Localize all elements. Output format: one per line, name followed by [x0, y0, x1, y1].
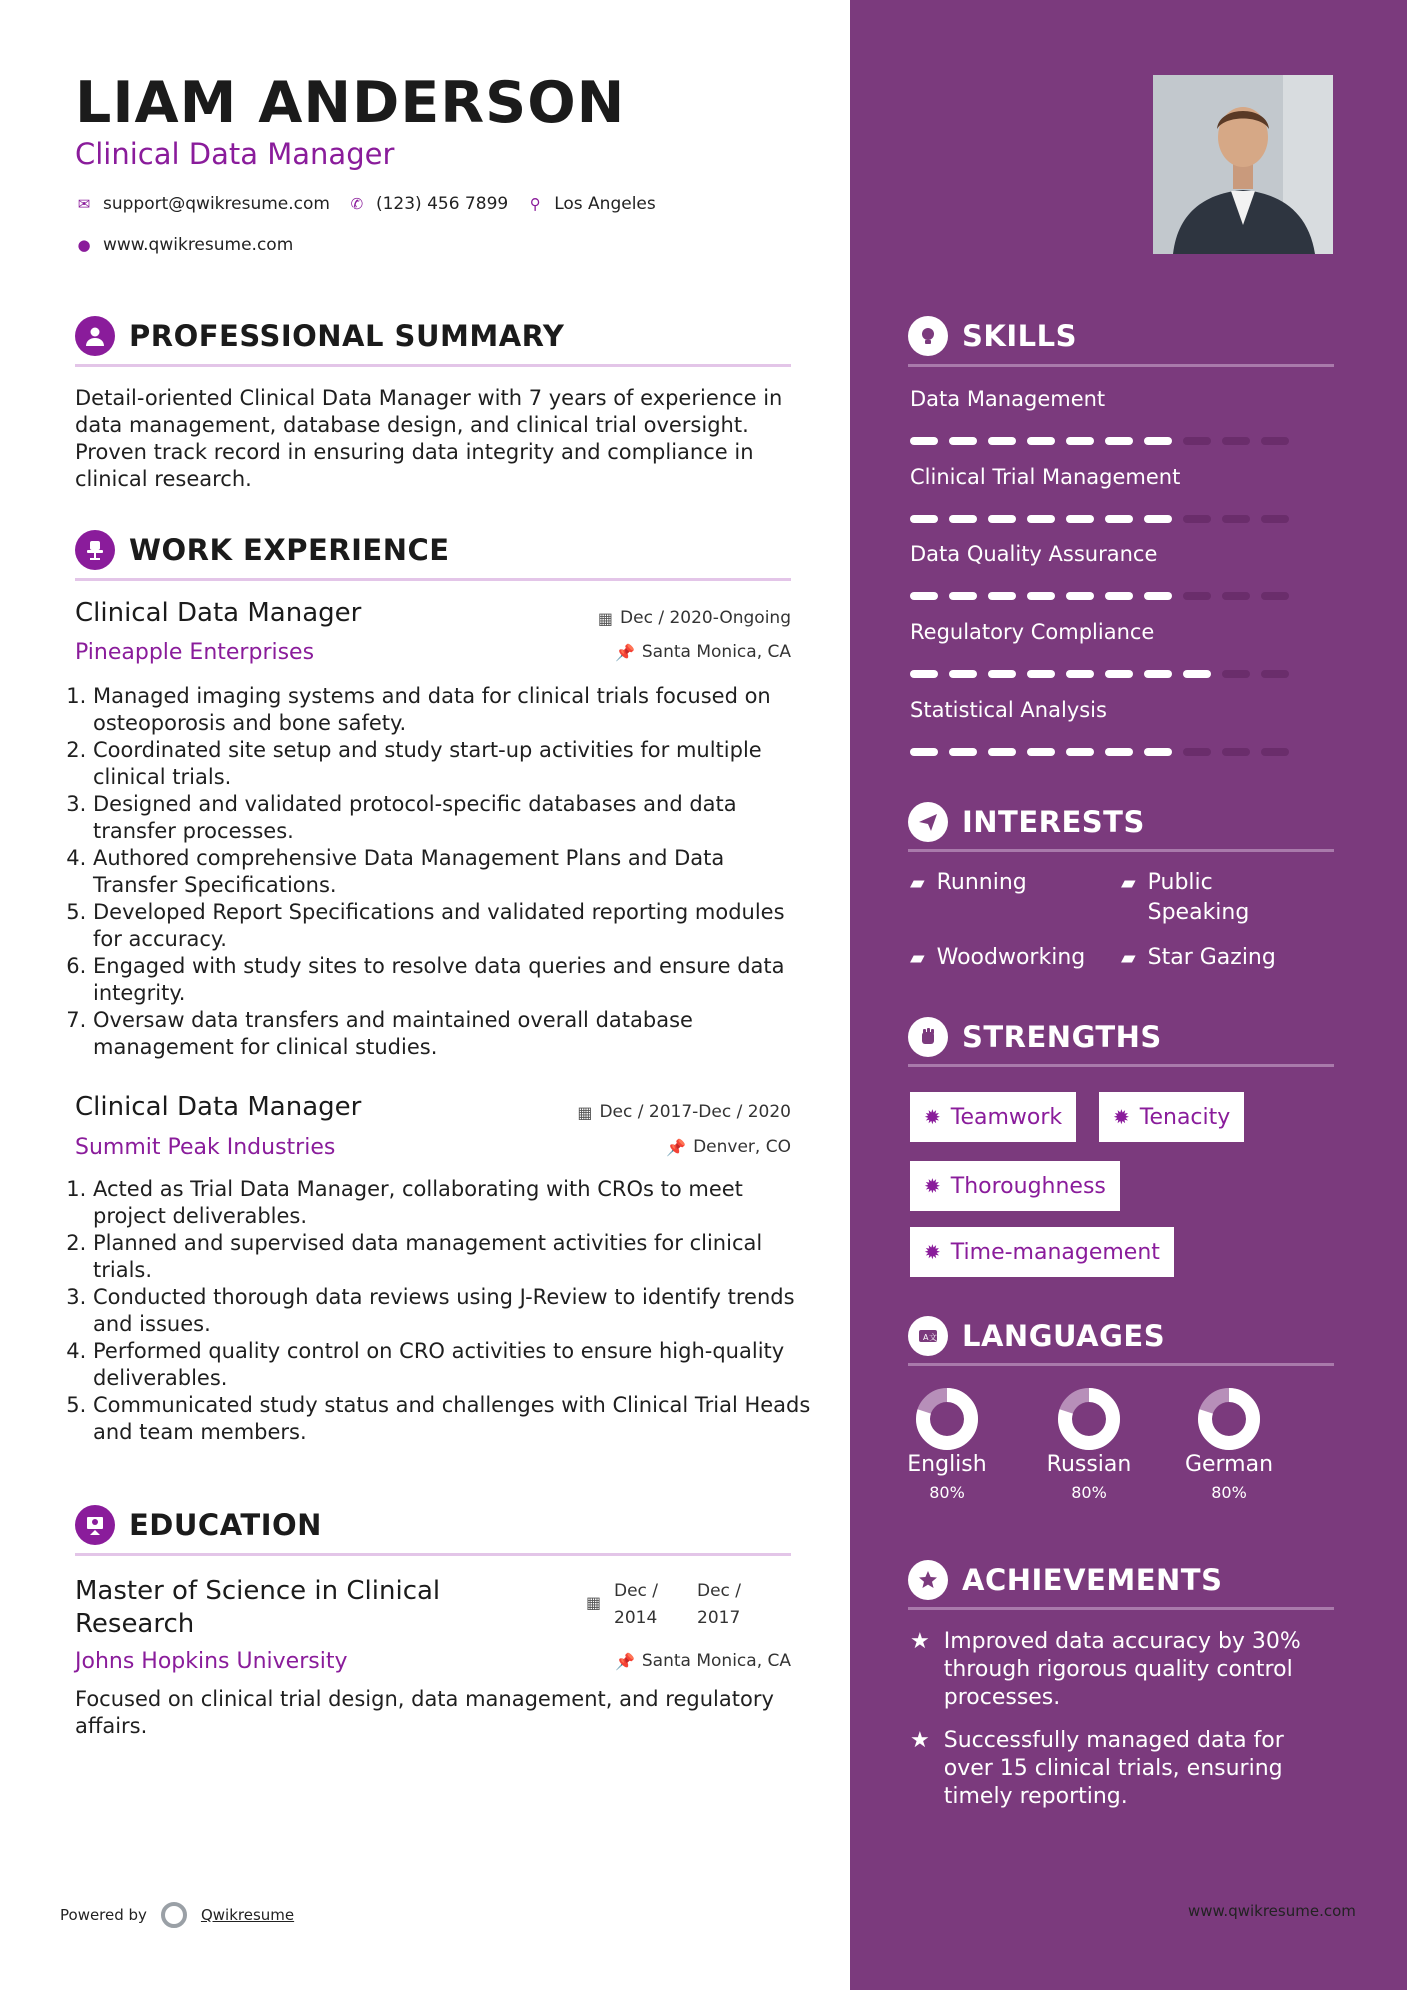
- skill-level-bar: [910, 515, 1289, 523]
- experience-heading: [75, 530, 450, 570]
- phone-icon: ✆: [350, 195, 364, 213]
- list-item: 2. Coordinated site setup and study start-up activities for multiple clinical trials.: [93, 737, 815, 791]
- interest-label: Running: [936, 870, 1027, 895]
- language-name: German: [1184, 1452, 1274, 1477]
- website-text[interactable]: www.qwikresume.com: [103, 235, 294, 255]
- skill-dash: [1222, 515, 1250, 523]
- section-title: STRENGTHS: [962, 1020, 1162, 1054]
- summary-heading: [75, 316, 564, 356]
- duties-list: [75, 683, 815, 1061]
- translate-icon: [908, 1316, 948, 1356]
- skill-label: Data Quality Assurance: [910, 542, 1158, 566]
- list-item: 3. Conducted thorough data reviews using J-Review to identify trends and issues.: [93, 1284, 815, 1338]
- skill-dash: [988, 437, 1016, 445]
- achievement-item: [910, 1727, 1330, 1811]
- skill-dash: [1144, 592, 1172, 600]
- footer-site[interactable]: www.qwikresume.com: [1188, 1902, 1356, 1920]
- skill-dash: [988, 670, 1016, 678]
- brand-link[interactable]: Qwikresume: [200, 1906, 295, 1924]
- shooting-star-icon: ★: [910, 1728, 930, 1753]
- skill-dash: [1183, 592, 1211, 600]
- skill-dash: [1105, 670, 1133, 678]
- section-title: ACHIEVEMENTS: [962, 1563, 1223, 1597]
- strength-chip: [910, 1092, 1076, 1142]
- graduation-icon: [75, 1505, 115, 1545]
- job-dates: [500, 608, 791, 628]
- skill-label: Regulatory Compliance: [910, 620, 1155, 644]
- strength-label: Time-management: [950, 1239, 1160, 1265]
- achievements-heading: [908, 1560, 1222, 1600]
- skill-dash: [1183, 515, 1211, 523]
- language-ring: [1056, 1386, 1122, 1452]
- degree-line: Research: [75, 1609, 195, 1639]
- list-item: 1. Managed imaging systems and data for clinical trials focused on osteoporosis and bone safety.: [93, 683, 815, 737]
- job-title: Clinical Data Manager: [75, 1092, 362, 1122]
- language-ring: [1196, 1386, 1262, 1452]
- list-item: 5. Developed Report Specifications and validated reporting modules for accuracy.: [93, 899, 815, 953]
- candidate-title: Clinical Data Manager: [75, 137, 395, 171]
- summary-text: Detail-oriented Clinical Data Manager with 7 years of experience in data management, database design, and clinical trial oversight. Proven track record in ensuring data integrity and compliance in clinical research.: [75, 386, 783, 491]
- email-text[interactable]: support@qwikresume.com: [103, 194, 330, 214]
- divider: [908, 364, 1334, 367]
- skill-dash: [1027, 437, 1055, 445]
- languages-heading: [908, 1316, 1165, 1356]
- skill-dash: [1144, 437, 1172, 445]
- date-part: 2014: [614, 1608, 658, 1628]
- skill-dash: [1261, 437, 1289, 445]
- skill-dash: [988, 748, 1016, 756]
- language-ring: [914, 1386, 980, 1452]
- language-name: Russian: [1046, 1452, 1132, 1477]
- skill-dash: [1144, 748, 1172, 756]
- divider: [908, 849, 1334, 852]
- skill-dash: [1027, 592, 1055, 600]
- interest-label: Public Speaking: [1147, 870, 1250, 925]
- language-item: [1029, 1386, 1149, 1502]
- list-item: 6. Engaged with study sites to resolve data queries and ensure data integrity.: [93, 953, 815, 1007]
- phone-text: (123) 456 7899: [375, 194, 509, 214]
- date-part: Dec /: [614, 1581, 659, 1601]
- job-title: Clinical Data Manager: [75, 598, 362, 628]
- badge-icon: ✹: [924, 1105, 941, 1129]
- badge-icon: ✹: [924, 1240, 941, 1264]
- book-icon: ▰: [1121, 947, 1136, 969]
- skill-dash: [1222, 748, 1250, 756]
- job-location: [500, 642, 791, 662]
- skill-dash: [1222, 437, 1250, 445]
- strength-label: Tenacity: [1139, 1104, 1231, 1130]
- strength-label: Thoroughness: [950, 1173, 1106, 1199]
- section-title: WORK EXPERIENCE: [129, 533, 450, 567]
- skill-dash: [910, 437, 938, 445]
- strength-chip: [1099, 1092, 1244, 1142]
- interest-item: [1121, 943, 1276, 973]
- shooting-star-icon: ★: [910, 1629, 930, 1654]
- divider: [75, 578, 791, 581]
- strength-chip: [910, 1161, 1120, 1211]
- list-item: 4. Performed quality control on CRO activities to ensure high-quality deliverables.: [93, 1338, 815, 1392]
- book-icon: ▰: [910, 872, 925, 894]
- skill-dash: [910, 748, 938, 756]
- skill-dash: [988, 592, 1016, 600]
- skill-dash: [949, 748, 977, 756]
- company-name: Summit Peak Industries: [75, 1135, 336, 1160]
- language-item: [1169, 1386, 1289, 1502]
- star-icon: [908, 1560, 948, 1600]
- skill-dash: [949, 592, 977, 600]
- list-item: 2. Planned and supervised data management activities for clinical trials.: [93, 1230, 815, 1284]
- profile-photo: [1153, 75, 1333, 254]
- chair-icon: [75, 530, 115, 570]
- language-percent: 80%: [1071, 1483, 1107, 1502]
- divider: [908, 1607, 1334, 1610]
- skill-dash: [1105, 748, 1133, 756]
- skill-dash: [1066, 748, 1094, 756]
- contact-row-1: [75, 194, 656, 214]
- lightbulb-icon: [908, 316, 948, 356]
- language-item: [887, 1386, 1007, 1502]
- edu-end-date: [697, 1578, 741, 1632]
- achievement-item: [910, 1628, 1330, 1712]
- education-description: Focused on clinical trial design, data management, and regulatory affairs.: [75, 1687, 774, 1738]
- duties-list: [75, 1176, 815, 1446]
- dates-text: Dec / 2020-Ongoing: [620, 608, 791, 628]
- location-text: Denver, CO: [693, 1137, 791, 1157]
- skill-dash: [1066, 437, 1094, 445]
- interests-heading: [908, 802, 1145, 842]
- skill-dash: [1183, 437, 1211, 445]
- achievement-text: Successfully managed data for over 15 clinical trials, ensuring timely reporting.: [943, 1728, 1284, 1809]
- skill-dash: [1105, 592, 1133, 600]
- book-icon: ▰: [1121, 872, 1136, 894]
- calendar-icon: ▦: [577, 1102, 593, 1122]
- powered-by-text: Powered by: [60, 1906, 147, 1924]
- section-title: SKILLS: [962, 319, 1077, 353]
- section-title: INTERESTS: [962, 805, 1145, 839]
- strength-label: Teamwork: [950, 1104, 1063, 1130]
- company-name: Pineapple Enterprises: [75, 640, 315, 665]
- skill-dash: [910, 592, 938, 600]
- user-icon: [75, 316, 115, 356]
- skill-dash: [949, 515, 977, 523]
- fist-icon: [908, 1017, 948, 1057]
- achievement-text: Improved data accuracy by 30% through rigorous quality control processes.: [943, 1629, 1301, 1710]
- map-pin-icon: ⚲: [529, 195, 541, 213]
- education-heading: [75, 1505, 322, 1545]
- edu-start-date: [614, 1578, 658, 1632]
- section-title: PROFESSIONAL SUMMARY: [129, 319, 565, 353]
- date-part: 2017: [697, 1608, 741, 1628]
- skill-dash: [1261, 748, 1289, 756]
- skill-dash: [1027, 748, 1055, 756]
- paper-plane-icon: [908, 802, 948, 842]
- interest-label: Star Gazing: [1147, 945, 1276, 970]
- strengths-heading: [908, 1017, 1162, 1057]
- calendar-icon: ▦: [597, 608, 614, 628]
- location-text: Santa Monica, CA: [641, 642, 791, 662]
- svg-text:A: A: [923, 1333, 929, 1342]
- interest-label: Woodworking: [936, 945, 1086, 970]
- skill-dash: [1261, 670, 1289, 678]
- skill-dash: [1066, 670, 1094, 678]
- skill-dash: [1222, 670, 1250, 678]
- powered-by: [60, 1902, 294, 1928]
- interest-item: [1121, 868, 1291, 928]
- candidate-name: LIAM ANDERSON: [75, 70, 626, 136]
- list-item: 3. Designed and validated protocol-specific databases and data transfer processes.: [93, 791, 815, 845]
- degree-line: Master of Science in Clinical: [75, 1576, 441, 1606]
- book-icon: ▰: [910, 947, 925, 969]
- list-item: 7. Oversaw data transfers and maintained overall database management for clinical studies.: [93, 1007, 815, 1061]
- skills-heading: [908, 316, 1077, 356]
- skill-dash: [1027, 515, 1055, 523]
- skill-level-bar: [910, 592, 1289, 600]
- skill-dash: [1027, 670, 1055, 678]
- skill-dash: [1105, 437, 1133, 445]
- location-text: Los Angeles: [554, 194, 656, 214]
- pin-icon: 📌: [666, 1137, 687, 1157]
- badge-icon: ✹: [924, 1174, 941, 1198]
- skill-dash: [1144, 515, 1172, 523]
- skill-label: Clinical Trial Management: [910, 465, 1181, 489]
- job-location: [500, 1137, 791, 1157]
- divider: [75, 364, 791, 367]
- section-title: LANGUAGES: [962, 1319, 1166, 1353]
- edu-location: [500, 1651, 791, 1671]
- qwikresume-logo-icon: [161, 1902, 187, 1928]
- skill-level-bar: [910, 437, 1289, 445]
- skill-dash: [1261, 515, 1289, 523]
- pin-icon: 📌: [614, 1651, 635, 1671]
- svg-text:文: 文: [929, 1333, 937, 1342]
- list-item: 5. Communicated study status and challenges with Clinical Trial Heads and team members.: [93, 1392, 815, 1446]
- section-title: EDUCATION: [129, 1508, 322, 1542]
- skill-dash: [1183, 670, 1211, 678]
- skill-label: Statistical Analysis: [910, 698, 1107, 722]
- skill-dash: [949, 670, 977, 678]
- skill-label: Data Management: [910, 387, 1106, 411]
- divider: [908, 1064, 1334, 1067]
- skill-dash: [1183, 748, 1211, 756]
- language-name: English: [907, 1452, 987, 1477]
- skill-dash: [1066, 515, 1094, 523]
- location-text: Santa Monica, CA: [641, 1651, 791, 1671]
- divider: [908, 1363, 1334, 1366]
- degree-title: [75, 1575, 440, 1641]
- divider: [75, 1553, 791, 1556]
- strength-chip: [910, 1227, 1174, 1277]
- calendar-icon: ▦: [586, 1593, 602, 1612]
- date-part: Dec /: [697, 1581, 742, 1601]
- skill-dash: [1222, 592, 1250, 600]
- job-dates: [480, 1102, 791, 1122]
- skill-level-bar: [910, 670, 1289, 678]
- skill-dash: [1261, 592, 1289, 600]
- language-percent: 80%: [929, 1483, 965, 1502]
- skill-dash: [949, 437, 977, 445]
- contact-row-2: [75, 235, 293, 255]
- skill-dash: [988, 515, 1016, 523]
- skill-dash: [1066, 592, 1094, 600]
- pin-icon: 📌: [614, 642, 635, 662]
- skill-dash: [910, 670, 938, 678]
- interest-item: [910, 943, 1085, 973]
- language-percent: 80%: [1211, 1483, 1247, 1502]
- globe-icon: ●: [77, 236, 91, 254]
- skill-dash: [1105, 515, 1133, 523]
- school-name: Johns Hopkins University: [75, 1649, 348, 1674]
- skill-level-bar: [910, 748, 1289, 756]
- dates-text: Dec / 2017-Dec / 2020: [599, 1102, 791, 1122]
- list-item: 4. Authored comprehensive Data Management Plans and Data Transfer Specifications.: [93, 845, 815, 899]
- envelope-icon: ✉: [77, 195, 91, 213]
- badge-icon: ✹: [1113, 1105, 1130, 1129]
- list-item: 1. Acted as Trial Data Manager, collaborating with CROs to meet project deliverables.: [93, 1176, 815, 1230]
- skill-dash: [1144, 670, 1172, 678]
- skill-dash: [910, 515, 938, 523]
- interest-item: [910, 868, 1027, 898]
